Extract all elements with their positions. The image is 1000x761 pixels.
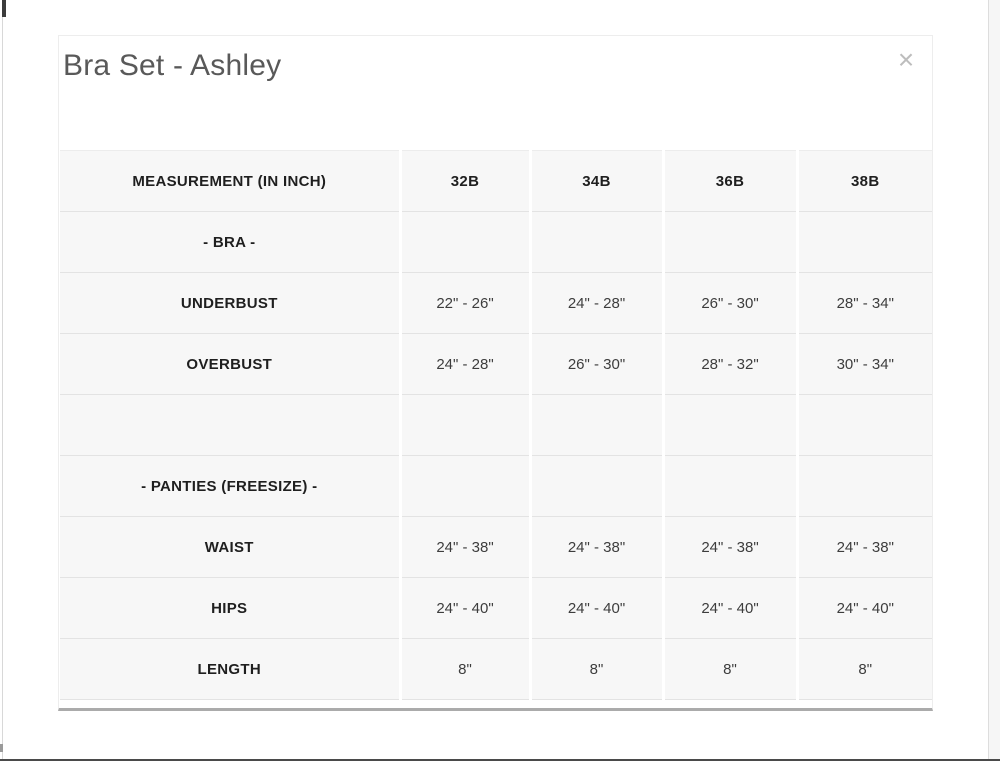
topleft-artifact xyxy=(2,0,6,17)
row-value: 28" - 34" xyxy=(797,273,932,334)
table-row xyxy=(60,639,932,700)
column-header: 32B xyxy=(400,151,530,212)
close-icon[interactable]: × xyxy=(897,44,915,75)
scrollbar-track[interactable] xyxy=(988,0,1000,761)
table-row xyxy=(60,334,932,395)
row-value: 24" - 28" xyxy=(400,334,530,395)
row-value: 8" xyxy=(797,639,932,700)
row-value: 24" - 38" xyxy=(663,517,797,578)
row-value: 22" - 26" xyxy=(400,273,530,334)
row-value xyxy=(400,456,530,517)
row-value xyxy=(400,395,530,456)
row-value: 8" xyxy=(530,639,663,700)
modal-header xyxy=(59,36,932,150)
table-row xyxy=(60,517,932,578)
size-chart-modal xyxy=(58,35,933,711)
row-label xyxy=(60,395,400,456)
table-row xyxy=(60,456,932,517)
header-row xyxy=(60,151,932,212)
column-header: 38B xyxy=(797,151,932,212)
table-row xyxy=(60,273,932,334)
row-value: 24" - 40" xyxy=(400,578,530,639)
row-value xyxy=(797,456,932,517)
row-value: 24" - 40" xyxy=(530,578,663,639)
table-row xyxy=(60,212,932,273)
row-value xyxy=(797,212,932,273)
column-header: 36B xyxy=(663,151,797,212)
row-value: 26" - 30" xyxy=(663,273,797,334)
row-value xyxy=(400,212,530,273)
row-value: 24" - 40" xyxy=(663,578,797,639)
row-value xyxy=(663,212,797,273)
row-value: 24" - 38" xyxy=(400,517,530,578)
row-value xyxy=(530,212,663,273)
row-value: 8" xyxy=(400,639,530,700)
table-row xyxy=(60,395,932,456)
column-header: 34B xyxy=(530,151,663,212)
size-chart-table-wrap xyxy=(59,150,932,700)
row-value xyxy=(663,395,797,456)
row-value xyxy=(663,456,797,517)
modal-title: Bra Set - Ashley xyxy=(63,49,282,82)
row-value: 30" - 34" xyxy=(797,334,932,395)
row-label: - PANTIES (FREESIZE) - xyxy=(60,456,400,517)
table-row xyxy=(60,578,932,639)
row-value xyxy=(530,395,663,456)
row-value: 24" - 38" xyxy=(530,517,663,578)
row-value: 26" - 30" xyxy=(530,334,663,395)
column-header: MEASUREMENT (IN INCH) xyxy=(60,151,400,212)
row-label: LENGTH xyxy=(60,639,400,700)
row-label: OVERBUST xyxy=(60,334,400,395)
row-value: 24" - 40" xyxy=(797,578,932,639)
page-left-edge-line xyxy=(2,0,3,761)
row-label: WAIST xyxy=(60,517,400,578)
row-value: 28" - 32" xyxy=(663,334,797,395)
size-chart-table xyxy=(60,150,932,700)
size-table-body xyxy=(60,212,932,700)
row-value: 24" - 28" xyxy=(530,273,663,334)
row-label: HIPS xyxy=(60,578,400,639)
row-value xyxy=(530,456,663,517)
row-label: - BRA - xyxy=(60,212,400,273)
row-value: 24" - 38" xyxy=(797,517,932,578)
bottomleft-artifact xyxy=(0,744,3,752)
row-value xyxy=(797,395,932,456)
row-label: UNDERBUST xyxy=(60,273,400,334)
row-value: 8" xyxy=(663,639,797,700)
